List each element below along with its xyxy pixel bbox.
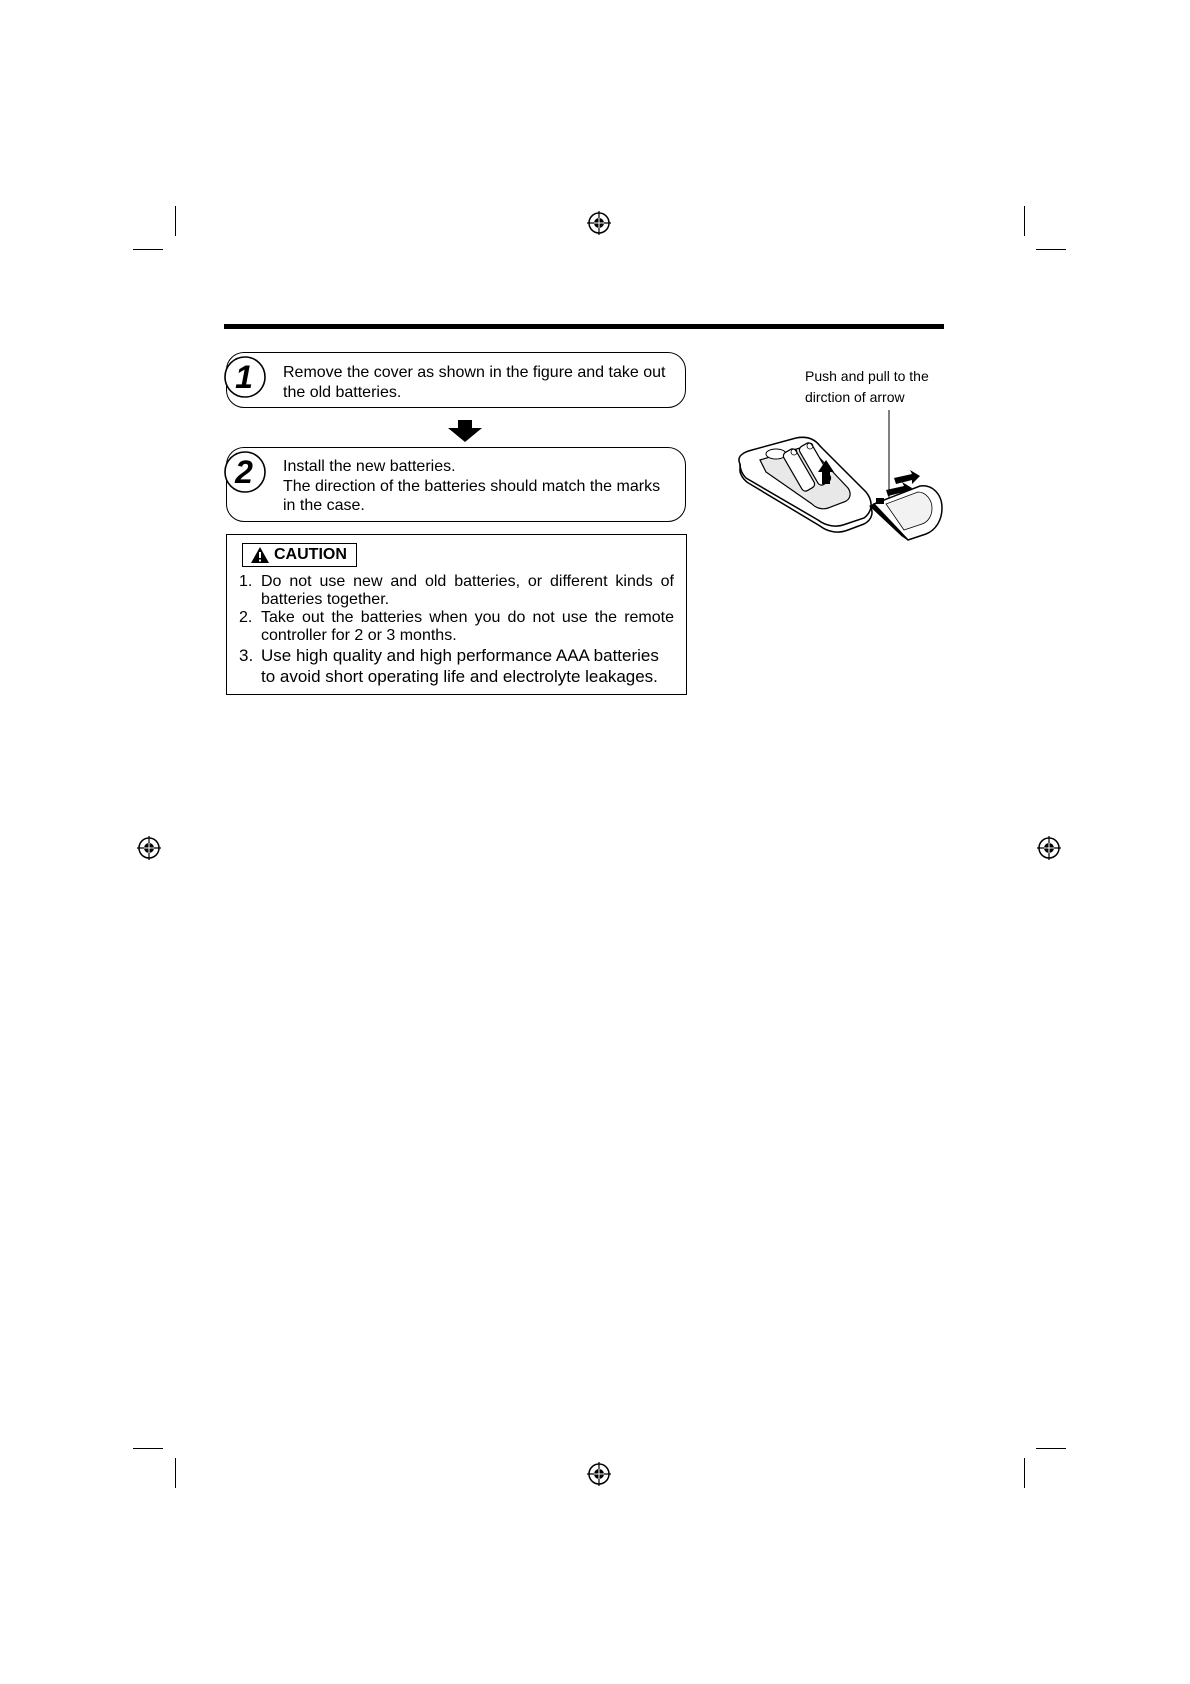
svg-text:1: 1 bbox=[235, 359, 253, 395]
caution-item: 2. Take out the batteries when you do not use the remote controller for 2 or 3 months. bbox=[239, 609, 674, 644]
down-arrow-icon bbox=[448, 420, 482, 442]
step-2-box bbox=[226, 447, 686, 522]
step-1-box bbox=[226, 352, 686, 408]
step-1-text: Remove the cover as shown in the figure and take out the old batteries. bbox=[283, 364, 666, 401]
caution-box bbox=[226, 534, 687, 695]
registration-mark-icon bbox=[587, 211, 611, 235]
registration-mark-icon bbox=[1037, 836, 1061, 860]
caution-item: 1. Do not use new and old batteries, or different kinds of batteries together. bbox=[239, 573, 674, 608]
section-rule bbox=[224, 324, 944, 329]
remote-controller-illustration bbox=[736, 412, 948, 592]
registration-mark-icon bbox=[137, 836, 161, 860]
caution-list bbox=[239, 573, 674, 687]
registration-mark-icon bbox=[587, 1462, 611, 1486]
crop-mark bbox=[175, 206, 176, 236]
svg-text:2: 2 bbox=[235, 454, 253, 490]
crop-mark bbox=[1036, 249, 1066, 250]
crop-mark bbox=[133, 1448, 163, 1449]
caution-label: CAUTION bbox=[242, 543, 357, 567]
step-number-2-icon bbox=[223, 450, 267, 494]
crop-mark bbox=[1024, 1458, 1025, 1488]
crop-mark bbox=[133, 249, 163, 250]
step-number-1-icon bbox=[223, 355, 267, 399]
crop-mark bbox=[175, 1458, 176, 1488]
crop-mark bbox=[1024, 206, 1025, 236]
caution-item: 3. Use high quality and high performance AAA batteries to avoid short operating life and electrolyte leakages. bbox=[239, 646, 659, 686]
figure-caption: Push and pull to the dirction of arrow bbox=[805, 368, 929, 405]
step-2-text: Install the new batteries. The direction of the batteries should match the marks in the case. bbox=[283, 458, 661, 514]
warning-icon bbox=[250, 546, 270, 564]
crop-mark bbox=[1036, 1448, 1066, 1449]
